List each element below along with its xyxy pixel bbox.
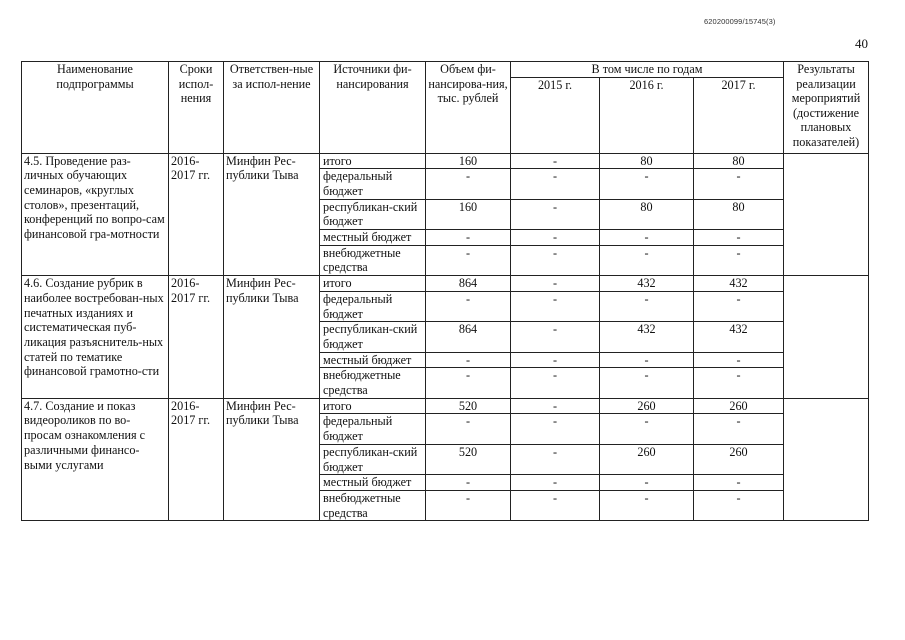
year-2015-cell: - [511, 414, 600, 444]
year-2017-cell: - [694, 475, 784, 491]
header-responsible: Ответствен-ные за испол-нение [224, 62, 320, 154]
year-2016-cell: - [600, 245, 694, 275]
volume-cell: - [426, 475, 511, 491]
year-2016-cell: 260 [600, 444, 694, 474]
term-cell: 2016-2017 гг. [169, 153, 224, 276]
volume-cell: 160 [426, 199, 511, 229]
volume-cell: - [426, 291, 511, 321]
header-row [22, 62, 869, 78]
term-cell: 2016-2017 гг. [169, 276, 224, 399]
year-2016-cell: - [600, 291, 694, 321]
year-2017-cell: - [694, 368, 784, 398]
volume-cell: 160 [426, 153, 511, 169]
financing-table [21, 61, 869, 521]
volume-cell: - [426, 414, 511, 444]
year-2017-cell: 80 [694, 199, 784, 229]
table-row [22, 398, 869, 414]
funding-source-cell: внебюджетные средства [320, 245, 426, 275]
year-2016-cell: - [600, 169, 694, 199]
year-2015-cell: - [511, 490, 600, 520]
funding-source-cell: федеральный бюджет [320, 414, 426, 444]
funding-source-cell: местный бюджет [320, 230, 426, 246]
volume-cell: 520 [426, 444, 511, 474]
year-2017-cell: - [694, 291, 784, 321]
year-2016-cell: 80 [600, 153, 694, 169]
year-2017-cell: - [694, 352, 784, 368]
funding-source-cell: итого [320, 276, 426, 292]
volume-cell: - [426, 230, 511, 246]
responsible-cell: Минфин Рес-публики Тыва [224, 153, 320, 276]
year-2015-cell: - [511, 291, 600, 321]
funding-source-cell: местный бюджет [320, 352, 426, 368]
year-2015-cell: - [511, 398, 600, 414]
header-volume: Объем фи-нансирова-ния, тыс. рублей [426, 62, 511, 154]
year-2016-cell: - [600, 368, 694, 398]
funding-source-cell: республикан-ский бюджет [320, 322, 426, 352]
page-number: 40 [855, 36, 868, 51]
volume-cell: 864 [426, 322, 511, 352]
year-2017-cell: - [694, 230, 784, 246]
responsible-cell: Минфин Рес-публики Тыва [224, 398, 320, 521]
year-2017-cell: - [694, 414, 784, 444]
year-2016-cell: - [600, 475, 694, 491]
year-2016-cell: - [600, 414, 694, 444]
year-2016-cell: 432 [600, 276, 694, 292]
volume-cell: - [426, 352, 511, 368]
header-by-years: В том числе по годам [511, 62, 784, 78]
document-id: 620200099/15745(3) [704, 17, 776, 26]
results-cell [784, 153, 869, 276]
funding-source-cell: республикан-ский бюджет [320, 199, 426, 229]
year-2016-cell: - [600, 490, 694, 520]
funding-source-cell: федеральный бюджет [320, 169, 426, 199]
year-2015-cell: - [511, 444, 600, 474]
funding-source-cell: местный бюджет [320, 475, 426, 491]
volume-cell: 520 [426, 398, 511, 414]
volume-cell: - [426, 490, 511, 520]
volume-cell: - [426, 368, 511, 398]
year-2015-cell: - [511, 368, 600, 398]
year-2017-cell: 432 [694, 322, 784, 352]
table-row [22, 276, 869, 292]
volume-cell: - [426, 245, 511, 275]
header-term: Сроки испол-нения [169, 62, 224, 154]
year-2017-cell: - [694, 490, 784, 520]
year-2017-cell: 260 [694, 398, 784, 414]
funding-source-cell: внебюджетные средства [320, 368, 426, 398]
year-2015-cell: - [511, 276, 600, 292]
header-2016: 2016 г. [600, 77, 694, 153]
funding-source-cell: внебюджетные средства [320, 490, 426, 520]
year-2016-cell: 260 [600, 398, 694, 414]
responsible-cell: Минфин Рес-публики Тыва [224, 276, 320, 399]
year-2015-cell: - [511, 230, 600, 246]
year-2016-cell: 432 [600, 322, 694, 352]
year-2015-cell: - [511, 352, 600, 368]
year-2017-cell: 432 [694, 276, 784, 292]
year-2015-cell: - [511, 245, 600, 275]
header-results: Результаты реализации мероприятий (достижение плановых показателей) [784, 62, 869, 154]
funding-source-cell: итого [320, 398, 426, 414]
volume-cell: 864 [426, 276, 511, 292]
volume-cell: - [426, 169, 511, 199]
year-2015-cell: - [511, 475, 600, 491]
year-2016-cell: - [600, 230, 694, 246]
year-2016-cell: 80 [600, 199, 694, 229]
results-cell [784, 398, 869, 521]
year-2015-cell: - [511, 153, 600, 169]
year-2017-cell: 260 [694, 444, 784, 474]
activity-name-cell: 4.5. Проведение раз-личных обучающих семинаров, «круглых столов», презентаций, конференций по вопро-сам финансовой гра-мотности [22, 153, 169, 276]
results-cell [784, 276, 869, 399]
header-source: Источники фи-нансирования [320, 62, 426, 154]
header-name: Наименование подпрограммы [22, 62, 169, 154]
year-2016-cell: - [600, 352, 694, 368]
header-2015: 2015 г. [511, 77, 600, 153]
header-2017: 2017 г. [694, 77, 784, 153]
funding-source-cell: итого [320, 153, 426, 169]
year-2015-cell: - [511, 322, 600, 352]
year-2017-cell: 80 [694, 153, 784, 169]
year-2017-cell: - [694, 169, 784, 199]
year-2017-cell: - [694, 245, 784, 275]
table-row [22, 153, 869, 169]
activity-name-cell: 4.6. Создание рубрик в наиболее востребован-ных печатных изданиях и систематическая пуб-ликация разъяснитель-ных статей по тематике финансовой грамотно-сти [22, 276, 169, 399]
funding-source-cell: республикан-ский бюджет [320, 444, 426, 474]
year-2015-cell: - [511, 199, 600, 229]
funding-source-cell: федеральный бюджет [320, 291, 426, 321]
year-2015-cell: - [511, 169, 600, 199]
term-cell: 2016-2017 гг. [169, 398, 224, 521]
activity-name-cell: 4.7. Создание и показ видеороликов по во-просам ознакомления с различными финансо-выми услугами [22, 398, 169, 521]
